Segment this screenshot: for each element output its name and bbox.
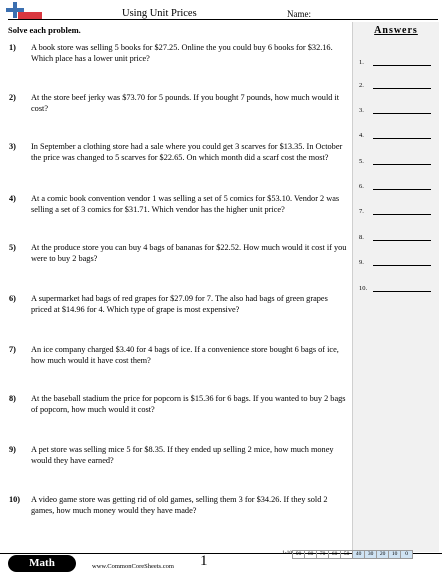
score-cell: 10 [388,550,401,559]
answers-panel [352,22,439,552]
problem-number: 5) [9,243,16,252]
score-cell: 60 [328,550,341,559]
answer-line[interactable] [373,234,431,241]
page-number: 1 [200,553,208,569]
problem-text: At the produce store you can buy 4 bags of bananas for $22.52. How much would it cost if you were to buy 2 bags? [31,243,347,263]
problem-number: 2) [9,93,16,102]
score-cell: 70 [316,550,329,559]
answer-line[interactable] [373,183,431,190]
score-cell: 90 [292,550,305,559]
problem-number: 6) [9,294,16,303]
problem-text: An ice company charged $3.40 for 4 bags of ice. If a convenience store bought 6 bags of ice, how much would it have cost them? [31,345,339,365]
answer-slot: 4. [359,132,431,139]
score-cell: 40 [352,550,365,559]
answer-line[interactable] [373,259,431,266]
answer-slot: 2. [359,82,431,89]
problem-number: 3) [9,142,16,151]
worksheet-title: Using Unit Prices [122,8,197,19]
problem-text: A supermarket had bags of red grapes for $27.09 for 7. The also had bags of green grapes priced at $14.96 for 4. Which type of grape is most expensive? [31,294,328,314]
problem-5 [9,242,349,264]
problem-text: A book store was selling 5 books for $27.25. Online the you could buy 6 books for $32.16. Which place has a lower unit price? [31,43,333,63]
answer-line[interactable] [373,208,431,215]
instructions: Solve each problem. [8,25,81,35]
answer-line[interactable] [373,107,431,114]
answer-slot: 8. [359,234,431,241]
site-url: www.CommonCoreSheets.com [92,563,174,570]
problem-number: 10) [9,495,21,504]
problem-number: 8) [9,394,16,403]
score-cell: 0 [400,550,413,559]
problem-2 [9,92,349,114]
answer-line[interactable] [373,132,431,139]
math-badge: Math [8,555,76,572]
score-range-label: 1-10 [282,550,293,556]
score-cell: 80 [304,550,317,559]
problem-text: At the baseball stadium the price for popcorn is $15.36 for 6 bags. If you wanted to buy 2 bags of popcorn, how much would it cost? [31,394,346,414]
answer-slot: 7. [359,208,431,215]
problem-9 [9,444,349,466]
answer-line[interactable] [373,59,431,66]
score-cell: 50 [340,550,353,559]
score-scale [282,550,413,559]
answer-line[interactable] [373,158,431,165]
problem-text: A video game store was getting rid of old games, selling them 3 for $34.26. If they sold 2 games, how much money would they have made? [31,495,328,515]
answer-slot: 6. [359,183,431,190]
problem-8 [9,393,349,415]
problem-3 [9,141,349,163]
answer-slot: 3. [359,107,431,114]
problem-10 [9,494,349,516]
problem-number: 9) [9,445,16,454]
answer-slot: 5. [359,158,431,165]
plus-logo-icon [4,2,46,20]
answer-slot: 1. [359,59,431,66]
answer-line[interactable] [373,82,431,89]
problem-number: 1) [9,43,16,52]
problem-6 [9,293,349,315]
problem-4 [9,193,349,215]
answer-slot: 10. [359,285,431,292]
problem-number: 7) [9,345,16,354]
problem-number: 4) [9,194,16,203]
problem-text: At a comic book convention vendor 1 was selling a set of 5 comics for $53.10. Vendor 2 was selling a set of 3 comics for $31.71. Which vendor has the higher unit price? [31,194,340,214]
name-label: Name: [287,9,311,19]
problem-text: In September a clothing store had a sale where you could get 3 scarves for $13.35. In October the price was changed to 5 scarves for $22.65. On which month did a scarf cost the most? [31,142,343,162]
score-cell: 20 [376,550,389,559]
score-cell: 30 [364,550,377,559]
answer-line[interactable] [373,285,431,292]
problem-7 [9,344,349,366]
problem-1 [9,42,349,64]
answers-title: Answers [374,25,418,36]
problem-text: At the store beef jerky was $73.70 for 5 pounds. If you bought 7 pounds, how much would it cost? [31,93,340,113]
problem-text: A pet store was selling mice 5 for $8.35. If they ended up selling 2 mice, how much money would they have earned? [31,445,334,465]
header-divider [8,19,438,20]
answer-slot: 9. [359,259,431,266]
